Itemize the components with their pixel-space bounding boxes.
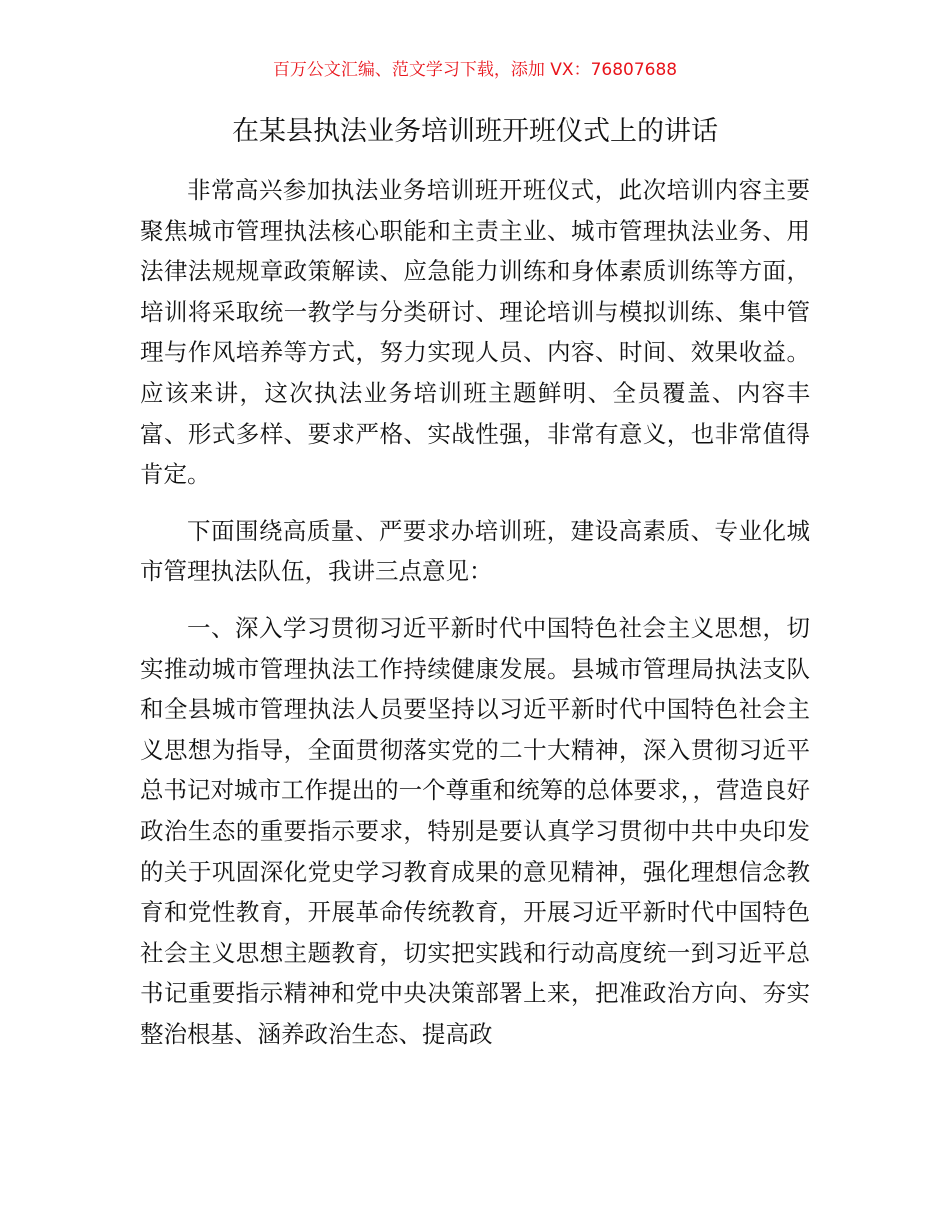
document-title: 在某县执法业务培训班开班仪式上的讲话 (232, 116, 718, 147)
paragraph-transition: 下面围绕高质量、严要求办培训班，建设高素质、专业化城市管理执法队伍，我讲三点意见： (140, 516, 810, 586)
header-banner: 百万公文汇编、范文学习下载，添加 VX：76807688 (272, 60, 678, 80)
paragraph-point-one: 一、深入学习贯彻习近平新时代中国特色社会主义思想，切实推动城市管理执法工作持续健康发展。县城市管理局执法支队和全县城市管理执法人员要坚持以习近平新时代中国特色社会主义思想为指导，全面贯彻落实党的二十大精神，深入贯彻习近平总书记对城市工作提出的一个尊重和统筹的总体要求，，营造良好政治生态的重要指示要求，特别是要认真学习贯彻中共中央印发的关于巩固深化党史学习教育成果的意见精神，强化理想信念教育和党性教育，开展革命传统教育，开展习近平新时代中国特色社会主义思想主题教育，切实把实践和行动高度统一到习近平总书记重要指示精神和党中央决策部署上来，把准政治方向、夯实整治根基、涵养政治生态、提高政 (140, 613, 810, 1048)
document-body (140, 170, 810, 1054)
paragraph-gap (140, 592, 810, 608)
paragraph-intro: 非常高兴参加执法业务培训班开班仪式，此次培训内容主要聚焦城市管理执法核心职能和主责主业、城市管理执法业务、用法律法规规章政策解读、应急能力训练和身体素质训练等方面，培训将采取统一教学与分类研讨、理论培训与模拟训练、集中管理与作风培养等方式，努力实现人员、内容、时间、效果收益。应该来讲，这次执法业务培训班主题鲜明、全员覆盖、内容丰富、形式多样、要求严格、实战性强，非常有意义，也非常值得肯定。 (140, 176, 810, 489)
paragraph-gap (140, 495, 810, 511)
